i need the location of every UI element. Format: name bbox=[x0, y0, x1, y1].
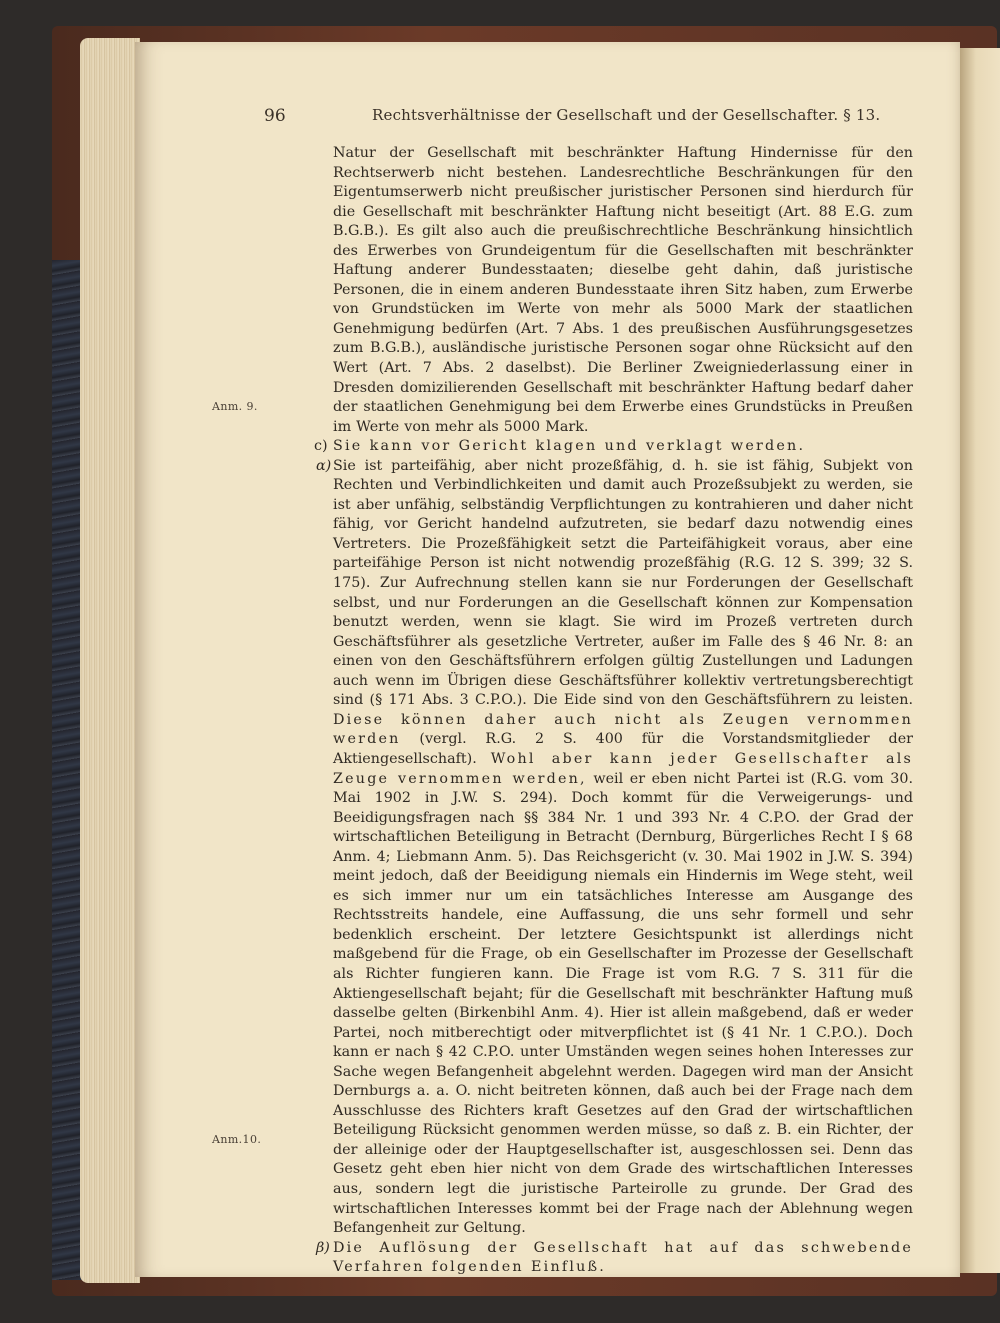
paragraph-beta bbox=[316, 1239, 913, 1278]
alpha-label: α) bbox=[316, 457, 332, 474]
paragraph-alpha bbox=[316, 457, 914, 1239]
margin-note-anm-10: Anm.10. bbox=[212, 1133, 262, 1146]
page-number: 96 bbox=[264, 106, 286, 126]
section-c-heading bbox=[314, 437, 913, 457]
marbled-board bbox=[52, 260, 82, 1280]
beta-label: β) bbox=[316, 1239, 330, 1256]
beta-emphasis: Die Auflösung der Gesellschaft hat auf das schwebende Verfahren folgenden Einfluß. bbox=[333, 1239, 913, 1276]
section-c-label: c) bbox=[314, 438, 328, 455]
alpha-emphasis-2: Wohl aber kann jeder Gesellschafter als Zeuge vernommen werden, bbox=[333, 750, 914, 787]
alpha-emphasis-1: Diese können daher auch nicht als Zeugen vernommen werden bbox=[333, 711, 913, 748]
body-text bbox=[314, 144, 914, 1278]
margin-note-anm-9: Anm. 9. bbox=[212, 400, 258, 413]
alpha-text-1: Sie ist parteifähig, aber nicht prozeßfähig, d. h. sie ist fähig, Subjekt von Rechten und Verbindlichkeiten und damit auch Prozeßsubjekt zu werden, sie ist aber unfähig, selbständig Verpflichtungen zu kontrahieren und daher nicht fähig, vor Gericht handelnd aufzutreten, sie bedarf dazu notwendig eines Vertreters. Die Prozeßfähigkeit setzt die Parteifähigkeit voraus, aber eine parteifähige Person ist nicht notwendig prozeßfähig (R.G. 12 S. 399; 32 S. 175). Zur Aufrechnung stellen kann sie nur Forderungen der Gesellschaft selbst, und nur Forderungen an die Gesellschaft können zur Kompensation benutzt werden, wenn sie klagt. Sie wird im Prozeß vertreten durch Geschäftsführer als gesetzliche Vertreter, außer im Falle des § 46 Nr. 8: an einen von den Geschäftsführern erfolgen gültig Zustellungen und Ladungen auch wenn im Übrigen diese Geschäftsführer kollektiv vertretungsberechtigt sind (§ 171 Abs. 3 C.P.O.). Die Eide sind von den Geschäftsführern zu leisten. bbox=[333, 457, 913, 709]
running-head-title: Rechtsverhältnisse der Gesellschaft und der Gesellschafter. § 13. bbox=[372, 106, 881, 124]
page-edges bbox=[80, 38, 140, 1283]
running-head bbox=[0, 104, 1000, 130]
alpha-text-2: (vergl. R.G. 2 S. 400 für die Vorstandsmitglieder der Aktiengesellschaft). bbox=[333, 731, 913, 767]
paragraph-1: Natur der Gesellschaft mit beschränkter Haftung Hindernisse für den Rechtserwerb nicht bestehen. Landesrechtliche Beschränkungen für den Eigentumserwerb nicht preußischer juristischer Personen sind hierdurch für die Gesellschaft mit beschränkter Haftung nicht beseitigt (Art. 88 E.G. zum B.G.B.). Es gilt also auch die preußischrechtliche Beschränkung hinsichtlich des Erwerbes von Grundeigentum für die Gesellschaften mit beschränkter Haftung anderer Bundesstaaten; dieselbe geht dahin, daß juristische Personen, die in einem anderen Bundesstaate ihren Sitz haben, zum Erwerbe von Grundstücken im Werte von mehr als 5000 Mark der staatlichen Genehmigung bedürfen (Art. 7 Abs. 1 des preußischen Ausführungsgesetzes zum B.G.B.), ausländische juristische Personen sogar ohne Rücksicht auf den Wert (Art. 7 Abs. 2 daselbst). Die Berliner Zweigniederlassung einer in Dresden domizilierenden Gesellschaft mit beschränkter Haftung bedarf daher der staatlichen Genehmigung bei dem Erwerbe eines Grundstücks in Preußen im Werte von mehr als 5000 Mark. bbox=[333, 145, 913, 435]
alpha-text-3: weil er eben nicht Partei ist (R.G. vom 30. Mai 1902 in J.W. S. 294). Doch kommt für die Verweigerungs- und Beeidigungsfragen nach §§ 384 Nr. 1 und 393 Nr. 4 C.P.O. der Grad der wirtschaftlichen Beteiligung in Betracht (Dernburg, Bürgerliches Recht I § 68 Anm. 4; Liebmann Anm. 5). Das Reichsgericht (v. 30. Mai 1902 in J.W. S. 394) meint jedoch, daß der Beeidigung niemals ein Hindernis im Wege steht, weil es sich immer nur um ein tatsächliches Interesse am Ausgange des Rechtsstreits handele, eine Auffassung, die uns sehr formell und sehr bedenklich erscheint. Der letztere Gesichtspunkt ist allerdings nicht maßgebend für die Frage, ob ein Gesellschafter im Prozesse der Gesellschaft als Richter fungieren kann. Die Frage ist vom R.G. 7 S. 311 für die Aktiengesellschaft bejaht; für die Gesellschaft mit beschränkter Haftung muß dasselbe gelten (Birkenbihl Anm. 4). Hier ist allein maßgebend, daß er weder Partei, noch mitberechtigt oder mitverpflichtet ist (§ 41 Nr. 1 C.P.O.). Doch kann er nach § 42 C.P.O. unter Umständen wegen seines hohen Interesses zur Sache wegen Befangenheit abgelehnt werden. Dagegen wird man der Ansicht Dernburgs a. a. O. nicht beitreten können, daß auch bei der Frage nach dem Ausschlusse des Richters kraft Gesetzes auf den Grad der wirtschaftlichen Beteiligung Rücksicht genommen werden müsse, so daß z. B. ein Richter, der der alleinige oder der Hauptgesellschafter ist, ausgeschlossen sei. Denn das Gesetz geht eben hier nicht von dem Grade des wirtschaftlichen Interesses aus, sondern legt die juristische Parteirolle zu grunde. Der Grad des wirtschaftlichen Interesses kommt bei der Frage nach der Ablehnung wegen Befangenheit zur Geltung. bbox=[333, 770, 914, 1237]
facing-page-edge bbox=[960, 48, 1000, 1273]
section-c-title: Sie kann vor Gericht klagen und verklagt werden. bbox=[333, 438, 806, 455]
